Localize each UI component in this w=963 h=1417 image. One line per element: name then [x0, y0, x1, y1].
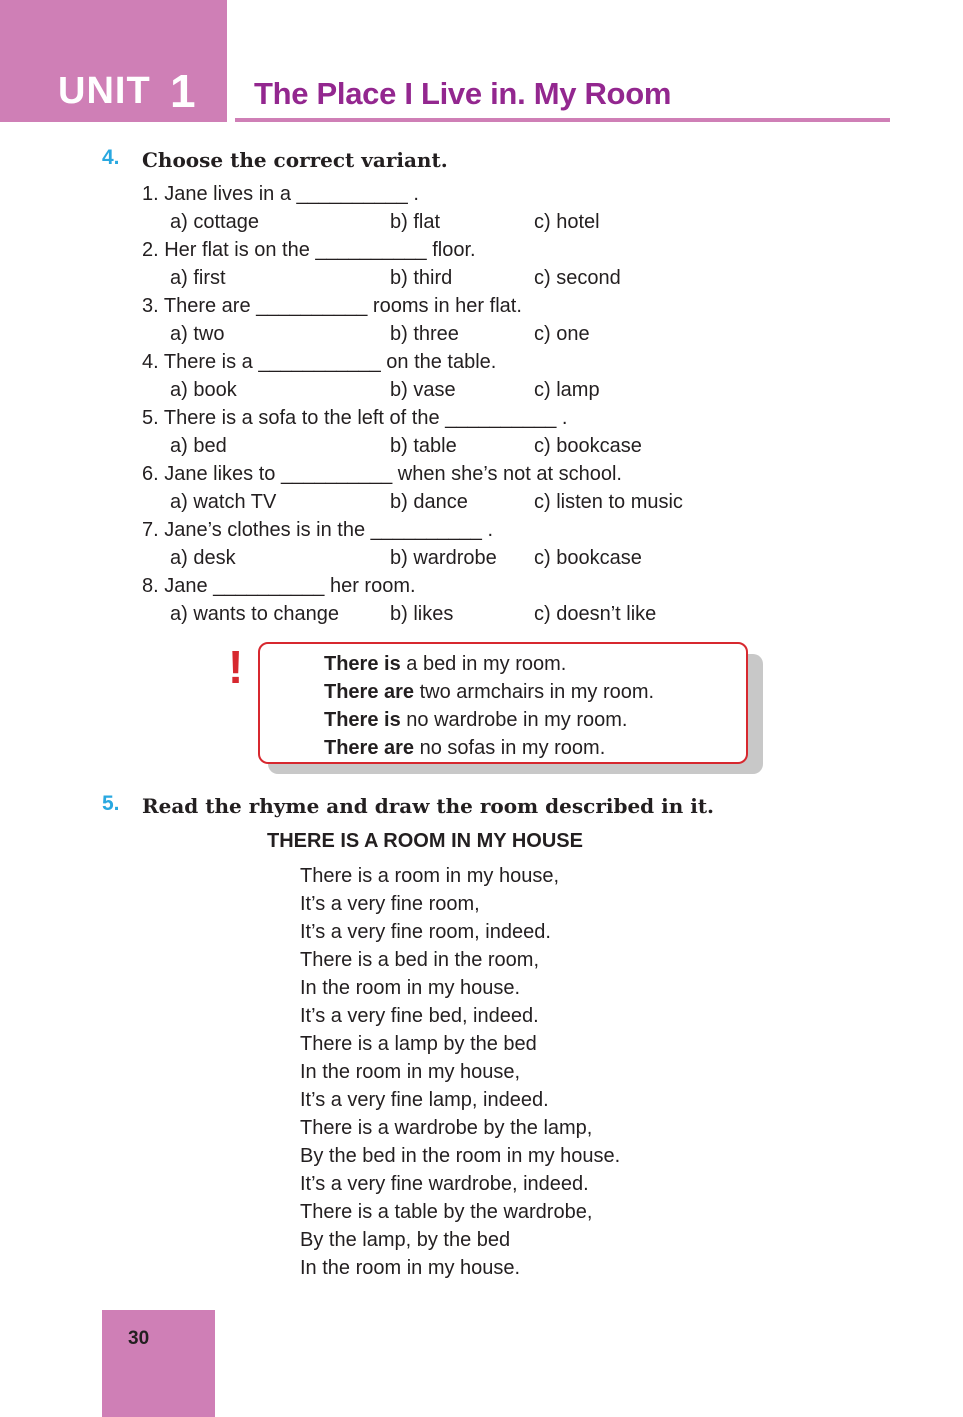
unit-label: UNIT: [58, 70, 151, 112]
exercise-5-number: 5.: [102, 792, 120, 815]
exercise-4-instruction: Choose the correct variant.: [142, 148, 448, 172]
option-a: a) first: [170, 267, 226, 289]
option-a: a) two: [170, 323, 225, 345]
grammar-line: [324, 650, 654, 678]
option-c: c) hotel: [534, 211, 600, 233]
question-item: [142, 292, 762, 348]
question-text: 2. Her flat is on the __________ floor.: [142, 239, 476, 261]
page-title: The Place I Live in. My Room: [254, 76, 672, 111]
grammar-keyword: There are: [324, 737, 415, 759]
answer-options: [142, 544, 762, 572]
exercise-4-number: 4.: [102, 146, 120, 169]
answer-options: [142, 600, 762, 628]
grammar-lines: [324, 650, 654, 762]
grammar-line: [324, 678, 654, 706]
option-b: b) dance: [390, 491, 468, 513]
rhyme-line: It’s a very fine wardrobe, indeed.: [300, 1173, 589, 1195]
rhyme-line: By the bed in the room in my house.: [300, 1145, 621, 1167]
rhyme-line: There is a wardrobe by the lamp,: [300, 1117, 593, 1139]
exercise-5-instruction: Read the rhyme and draw the room described in it.: [142, 794, 715, 818]
rhyme-line: There is a room in my house,: [300, 865, 559, 887]
rhyme-title: THERE IS A ROOM IN MY HOUSE: [267, 830, 583, 852]
rhyme-line: It’s a very fine bed, indeed.: [300, 1005, 539, 1027]
question-text: 3. There are __________ rooms in her flat.: [142, 295, 522, 317]
answer-options: [142, 320, 762, 348]
grammar-example: no sofas in my room.: [414, 737, 606, 759]
rhyme-line: In the room in my house.: [300, 1257, 521, 1279]
question-item: [142, 404, 762, 460]
page-number-block: [102, 1310, 215, 1417]
rhyme-text: [300, 862, 620, 1282]
grammar-example: two armchairs in my room.: [414, 681, 655, 703]
question-text: 5. There is a sofa to the left of the __________ .: [142, 407, 568, 429]
question-list: [142, 180, 762, 628]
rhyme-line: It’s a very fine room,: [300, 893, 480, 915]
rhyme-line: In the room in my house.: [300, 977, 521, 999]
option-b: b) third: [390, 267, 453, 289]
question-item: [142, 236, 762, 292]
option-a: a) watch TV: [170, 491, 277, 513]
option-c: c) bookcase: [534, 435, 642, 457]
option-c: c) one: [534, 323, 590, 345]
question-text: 7. Jane’s clothes is in the __________ .: [142, 519, 493, 541]
rhyme-line: In the room in my house,: [300, 1061, 521, 1083]
option-b: b) vase: [390, 379, 456, 401]
question-item: [142, 572, 762, 628]
title-underline: [235, 118, 890, 122]
answer-options: [142, 376, 762, 404]
unit-number: 1: [170, 65, 196, 117]
option-b: b) flat: [390, 211, 441, 233]
rhyme-line: By the lamp, by the bed: [300, 1229, 511, 1251]
rhyme-line: It’s a very fine lamp, indeed.: [300, 1089, 549, 1111]
answer-options: [142, 432, 762, 460]
rhyme-line: There is a lamp by the bed: [300, 1033, 537, 1055]
question-item: [142, 460, 762, 516]
question-text: 1. Jane lives in a __________ .: [142, 183, 419, 205]
rhyme-line: There is a table by the wardrobe,: [300, 1201, 593, 1223]
option-b: b) likes: [390, 603, 454, 625]
grammar-line: [324, 734, 654, 762]
grammar-example: no wardrobe in my room.: [400, 709, 628, 731]
option-a: a) cottage: [170, 211, 259, 233]
option-a: a) desk: [170, 547, 236, 569]
grammar-box: [258, 642, 748, 764]
unit-banner: [0, 0, 227, 122]
page-number: 30: [128, 1328, 150, 1349]
grammar-line: [324, 706, 654, 734]
rhyme-line: There is a bed in the room,: [300, 949, 540, 971]
option-a: a) wants to change: [170, 603, 339, 625]
grammar-keyword: There are: [324, 681, 415, 703]
option-a: a) bed: [170, 435, 227, 457]
answer-options: [142, 208, 762, 236]
grammar-example: a bed in my room.: [400, 653, 567, 675]
option-c: c) listen to music: [534, 491, 683, 513]
option-b: b) three: [390, 323, 459, 345]
question-text: 6. Jane likes to __________ when she’s not at school.: [142, 463, 622, 485]
grammar-keyword: There is: [324, 653, 401, 675]
question-item: [142, 348, 762, 404]
option-c: c) lamp: [534, 379, 600, 401]
question-text: 8. Jane __________ her room.: [142, 575, 416, 597]
option-c: c) bookcase: [534, 547, 642, 569]
option-a: a) book: [170, 379, 237, 401]
question-item: [142, 180, 762, 236]
option-c: c) second: [534, 267, 621, 289]
option-b: b) table: [390, 435, 457, 457]
rhyme-line: It’s a very fine room, indeed.: [300, 921, 551, 943]
question-text: 4. There is a ___________ on the table.: [142, 351, 497, 373]
question-item: [142, 516, 762, 572]
answer-options: [142, 488, 762, 516]
option-b: b) wardrobe: [390, 547, 497, 569]
exclamation-icon: !: [228, 641, 244, 693]
answer-options: [142, 264, 762, 292]
option-c: c) doesn’t like: [534, 603, 657, 625]
grammar-keyword: There is: [324, 709, 401, 731]
